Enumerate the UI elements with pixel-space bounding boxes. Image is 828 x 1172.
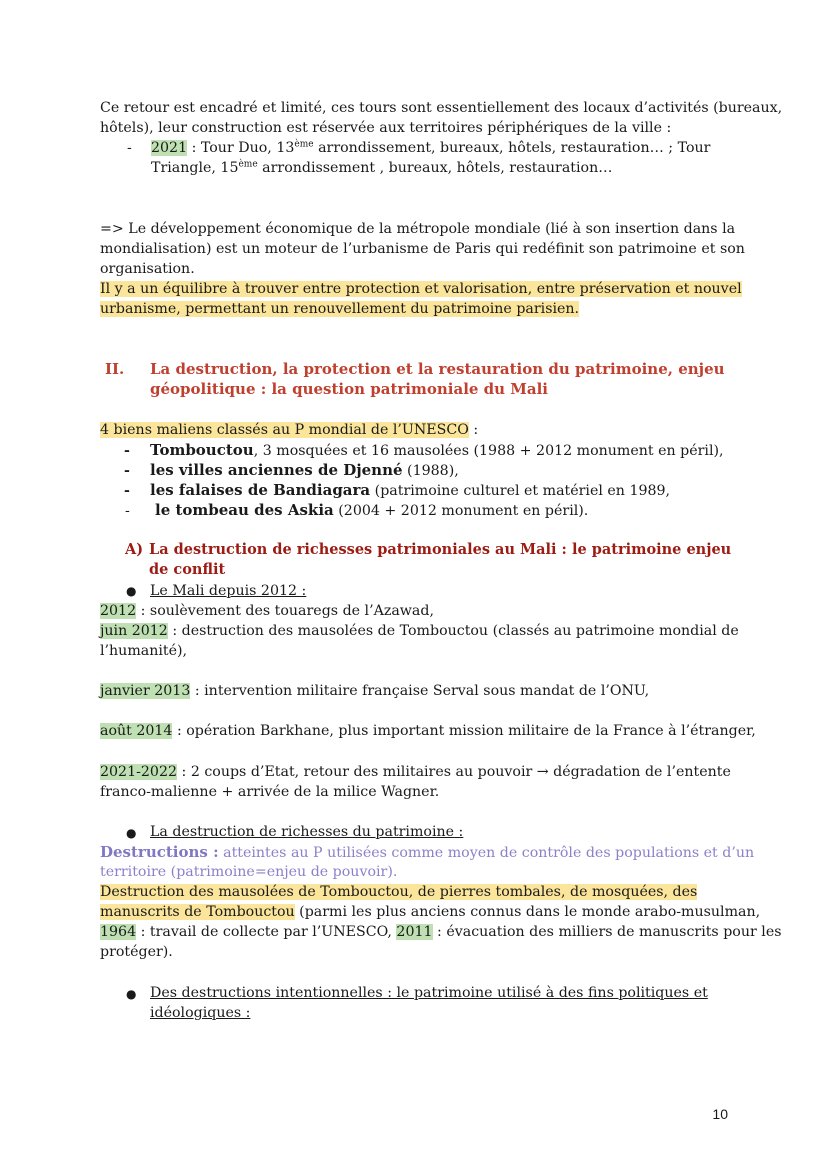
destruction-line-4: protéger). [100, 944, 173, 960]
destructions-label: Destructions : [100, 843, 219, 861]
bien-detail: , 3 mosquées et 16 mausolées (1988 + 2012 monument en péril), [253, 443, 724, 459]
definition-text: atteintes au P utilisées comme moyen de contrôle des populations et d’un [218, 845, 755, 861]
timeline-text: : destruction des mausolées de Tombouctou (classés au patrimoine mondial de [167, 623, 739, 639]
bien-item [155, 500, 588, 521]
bullet-heading-intentional-1: Des destructions intentionnelles : le patrimoine utilisé à des fins politiques et [150, 985, 708, 1001]
date-highlight: 2012 [100, 603, 137, 619]
highlight-text: urbanisme, permettant un renouvellement du patrimoine parisien. [100, 301, 580, 317]
subsection-title-line-2: de conflit [149, 561, 226, 578]
timeline-entry [100, 681, 649, 701]
conclusion-highlight-1 [100, 279, 742, 299]
destruction-line-3 [100, 922, 782, 942]
towers-text: arrondissement , bureaux, hôtels, restauration… [257, 160, 613, 176]
list-dash: - [124, 443, 130, 459]
date-highlight: 1964 [100, 924, 137, 940]
bien-item [150, 460, 459, 481]
timeline-entry [100, 601, 434, 621]
towers-item-line-1 [151, 138, 710, 158]
intro-line-1: Ce retour est encadré et limité, ces tours sont essentiellement des locaux d’activités (bureaux, [100, 100, 783, 116]
date-highlight: août 2014 [100, 723, 173, 739]
towers-text: Triangle, 15 [151, 160, 239, 176]
bien-detail: (1988), [402, 463, 459, 479]
highlight-text: Il y a un équilibre à trouver entre protection et valorisation, entre préservation et nouvel [100, 281, 742, 297]
bien-detail: (patrimoine culturel et matériel en 1989, [370, 483, 671, 499]
colon: : [468, 422, 479, 438]
list-dash: - [124, 483, 130, 499]
biens-intro [100, 420, 478, 440]
subsection-title-line-1: La destruction de richesses patrimoniales au Mali : le patrimoine enjeu [149, 541, 732, 558]
timeline-entry [100, 721, 756, 741]
bullet-icon: ● [126, 584, 137, 598]
timeline-entry [100, 621, 739, 641]
bullet-heading-mali: Le Mali depuis 2012 : [150, 583, 307, 599]
date-highlight: juin 2012 [100, 623, 168, 639]
bullet-heading-intentional-2: idéologiques : [150, 1005, 251, 1021]
section-title-line-2: géopolitique : la question patrimoniale du Mali [150, 380, 548, 398]
superscript: ème [294, 139, 314, 150]
destructions-definition-2: territoire (patrimoine=enjeu de pouvoir). [100, 864, 398, 880]
destruction-text: : évacuation des milliers de manuscrits pour les [432, 924, 782, 940]
date-highlight: janvier 2013 [100, 683, 191, 699]
date-highlight: 2011 [396, 924, 433, 940]
towers-item-line-2 [151, 158, 612, 178]
list-dash: - [124, 463, 130, 479]
bien-name: les villes anciennes de Djenné [150, 461, 403, 479]
conclusion-highlight-2 [100, 299, 579, 319]
intro-line-2: hôtels), leur construction est réservée aux territoires périphériques de la ville : [100, 120, 672, 136]
timeline-text: : soulèvement des touaregs de l’Azawad, [136, 603, 434, 619]
bien-item [150, 440, 724, 461]
timeline-entry [100, 762, 731, 782]
towers-text: : Tour Duo, 13 [187, 140, 295, 156]
timeline-continuation: franco-malienne + arrivée de la milice Wagner. [100, 784, 440, 800]
destruction-line-2 [100, 902, 760, 922]
bien-name: le tombeau des Askia [155, 501, 334, 519]
highlight-text: Destruction des mausolées de Tombouctou, de pierres tombales, de mosquées, des [100, 884, 698, 900]
bullet-heading-destruction: La destruction de richesses du patrimoine : [150, 824, 464, 840]
bien-detail: (2004 + 2012 monument en péril). [333, 503, 589, 519]
superscript: ème [238, 159, 258, 170]
section-number: II. [105, 360, 125, 378]
timeline-continuation: l’humanité), [100, 643, 188, 659]
conclusion-line-1: => Le développement économique de la métropole mondiale (lié à son insertion dans la [100, 221, 736, 237]
highlight-text: manuscrits de Tombouctou [100, 904, 295, 920]
list-dash: - [125, 503, 130, 519]
date-highlight: 2021-2022 [100, 764, 178, 780]
page-number: 10 [712, 1106, 728, 1122]
conclusion-line-2: mondialisation) est un moteur de l’urbanisme de Paris qui redéfinit son patrimoine et son [100, 241, 745, 257]
subsection-label: A) [125, 541, 144, 558]
bien-item [150, 480, 670, 501]
destruction-text: (parmi les plus anciens connus dans le monde arabo-musulman, [294, 904, 761, 920]
timeline-text: : 2 coups d’Etat, retour des militaires au pouvoir → dégradation de l’entente [177, 764, 731, 780]
bien-name: les falaises de Bandiagara [150, 481, 371, 499]
destructions-definition-1 [100, 842, 754, 863]
destruction-highlight-1 [100, 882, 697, 902]
bullet-icon: ● [126, 987, 137, 1001]
list-dash: - [127, 140, 132, 156]
year-highlight: 2021 [151, 140, 188, 156]
highlight-text: 4 biens maliens classés au P mondial de l’UNESCO [100, 422, 469, 438]
section-title-line-1: La destruction, la protection et la restauration du patrimoine, enjeu [150, 360, 725, 378]
timeline-text: : intervention militaire française Serval sous mandat de l’ONU, [190, 683, 650, 699]
towers-text: arrondissement, bureaux, hôtels, restauration… ; Tour [313, 140, 711, 156]
timeline-text: : opération Barkhane, plus important mission militaire de la France à l’étranger, [172, 723, 756, 739]
bien-name: Tombouctou [150, 441, 254, 459]
destruction-text: : travail de collecte par l’UNESCO, [136, 924, 397, 940]
bullet-icon: ● [126, 826, 137, 840]
conclusion-line-3: organisation. [100, 261, 195, 277]
